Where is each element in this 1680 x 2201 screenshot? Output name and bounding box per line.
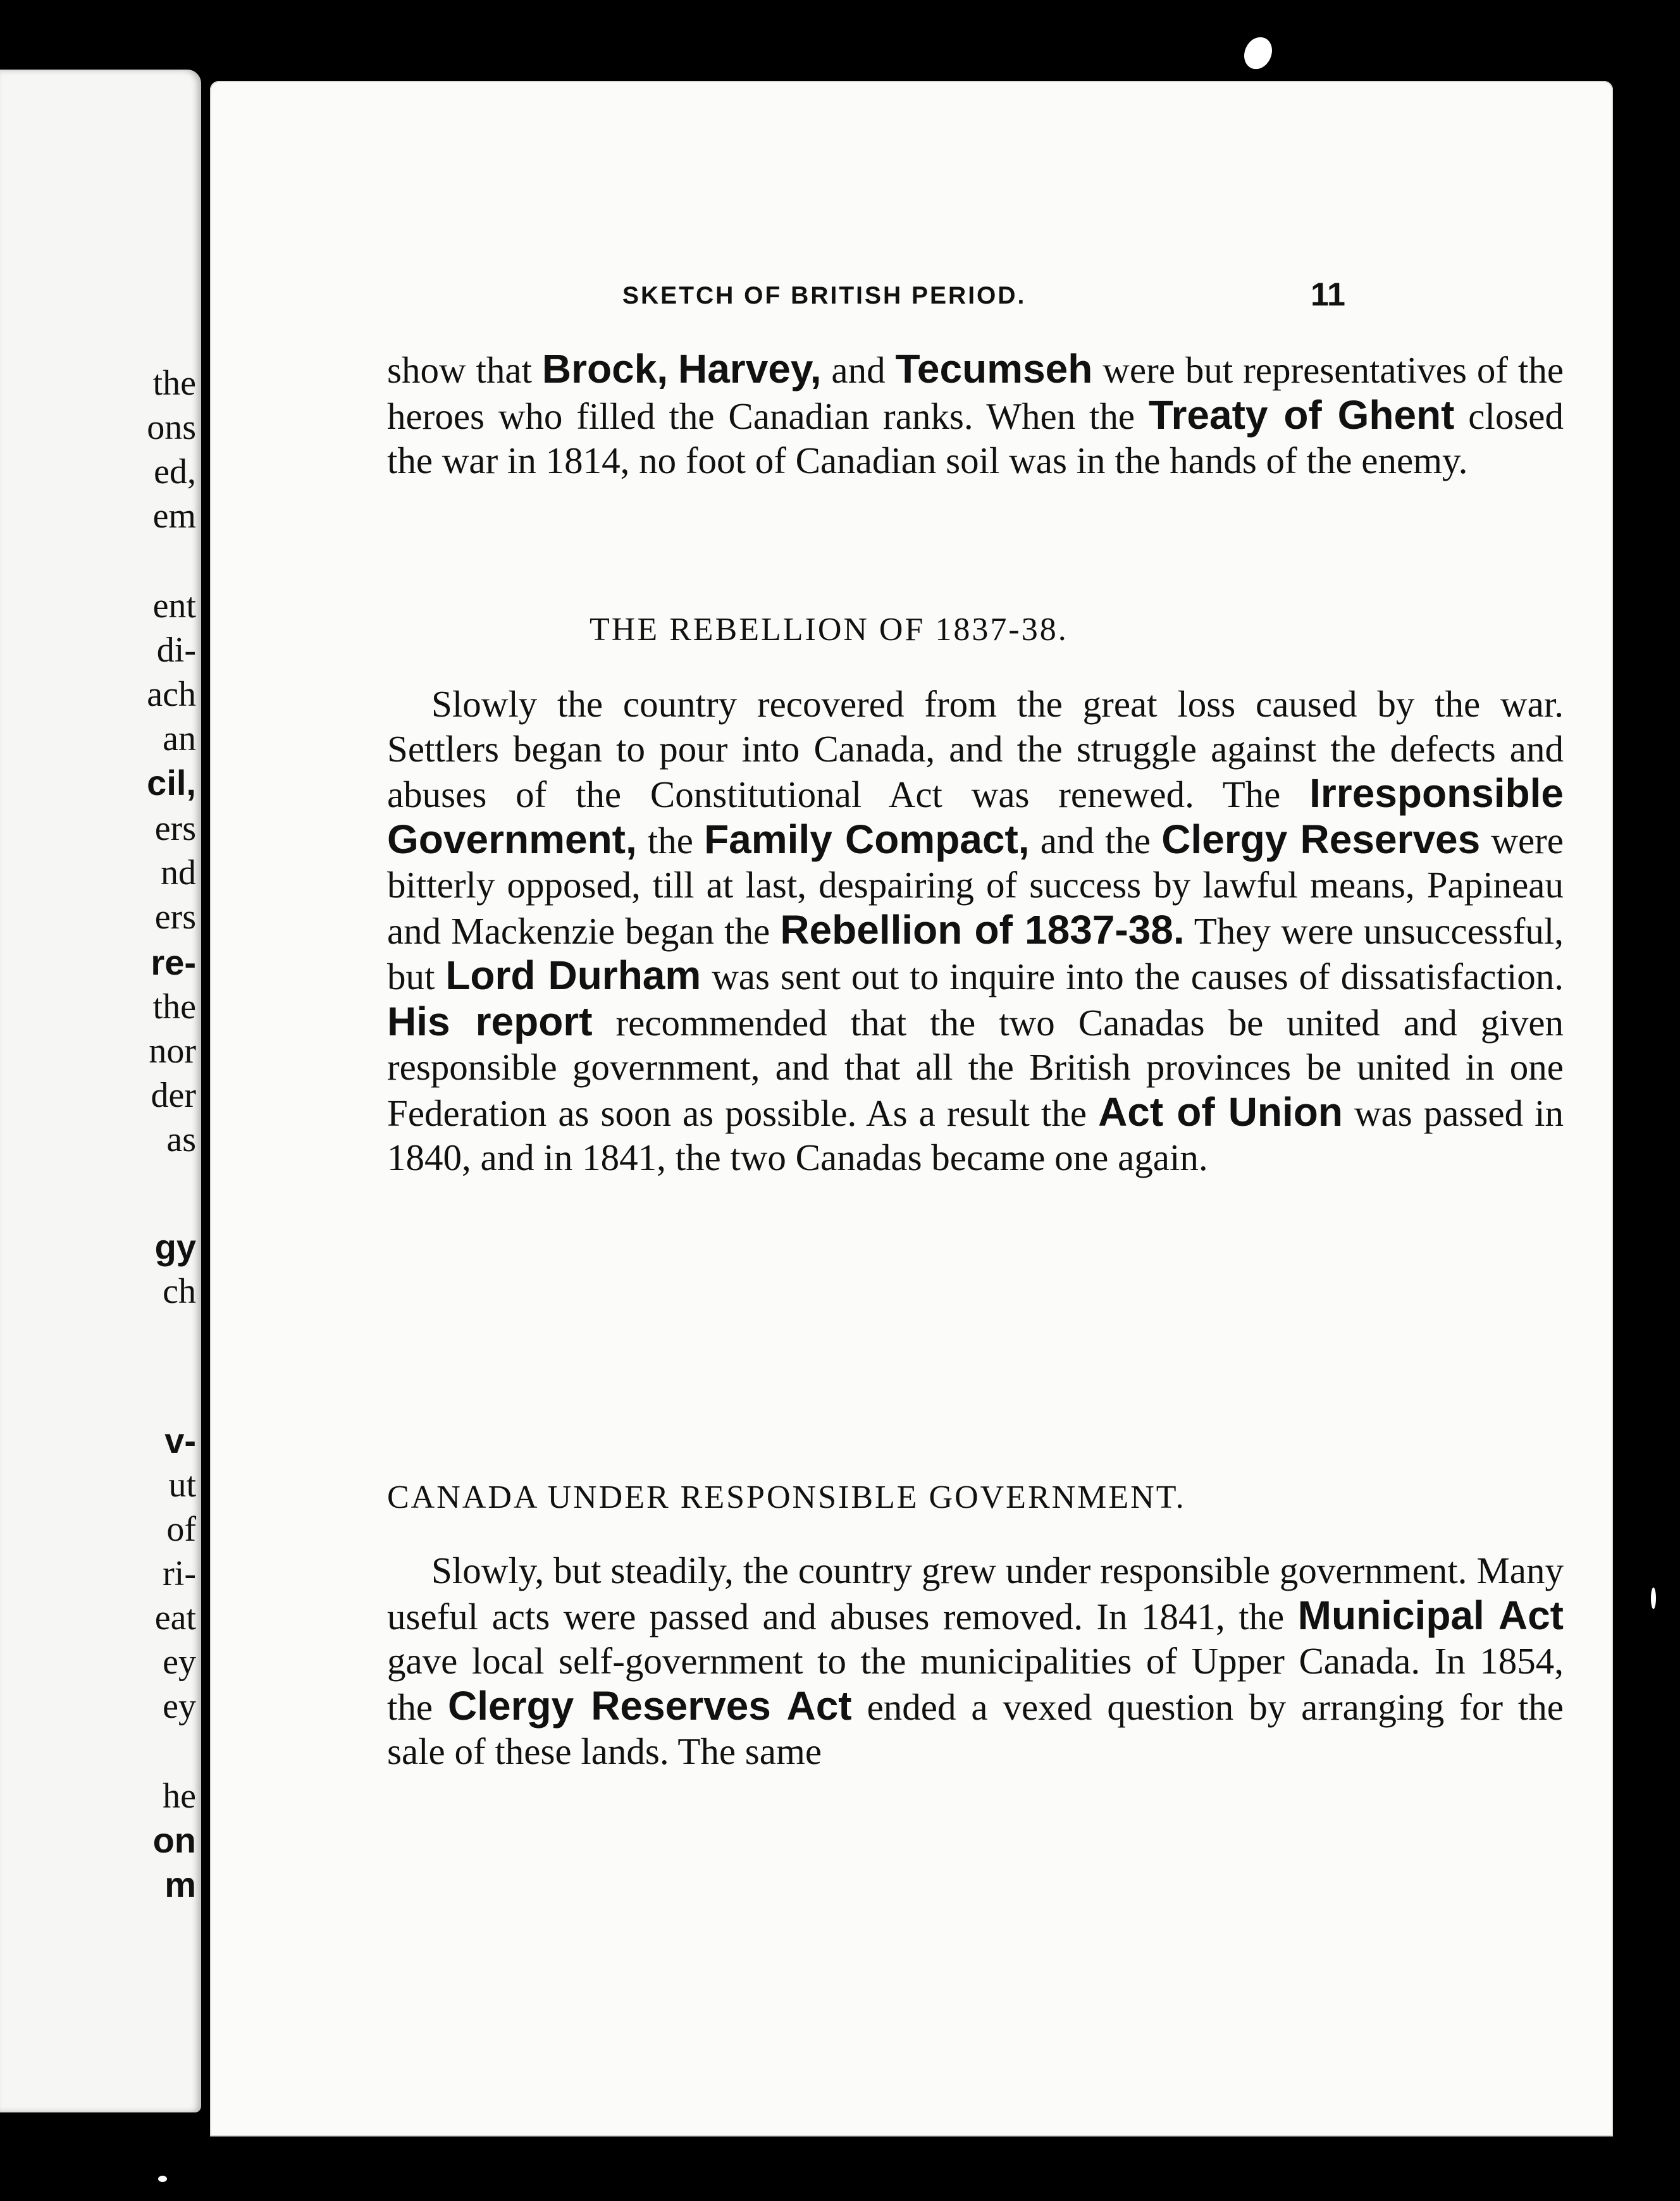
facing-page-fragment: ach — [147, 675, 196, 714]
scan-speck — [1651, 1588, 1656, 1609]
facing-page-fragment: ch — [163, 1272, 196, 1311]
bold-term-clergy-reserves: Clergy Reserves — [1161, 816, 1481, 862]
facing-page-fragment: of — [166, 1510, 196, 1549]
intro-section — [387, 347, 1564, 483]
text-run: gave local self-government to the municipalities of Upper Canada. In 1854, the — [387, 1640, 1564, 1728]
bold-term-rebellion-1837-38: Rebellion of 1837-38. — [780, 906, 1185, 953]
facing-page-fragment: ers — [154, 809, 196, 848]
text-run: Slowly, but steadily, the country grew under responsible government. Many useful acts were passed and abuses removed. In 1841, the — [387, 1550, 1564, 1637]
running-head — [210, 276, 1613, 314]
text-run: and — [821, 349, 896, 391]
bold-term-irresponsible-government: Irresponsible Government, — [387, 770, 1564, 862]
rebellion-body — [387, 682, 1564, 1180]
facing-page-fragment: gy — [154, 1227, 196, 1267]
facing-page-fragment: eat — [154, 1598, 196, 1637]
rebellion-paragraph — [387, 682, 1564, 1180]
facing-page-fragment: em — [152, 496, 196, 536]
running-title: SKETCH OF BRITISH PERIOD. — [622, 282, 1027, 309]
text-run: closed the war in 1814, no foot of Canadian soil was in the hands of the enemy. — [387, 395, 1564, 481]
facing-page-fragment: ers — [154, 897, 196, 937]
facing-page-fragment: the — [152, 364, 196, 403]
facing-page-fragment: ed, — [154, 452, 196, 491]
bold-term-clergy-reserves-act: Clergy Reserves Act — [448, 1682, 852, 1729]
scan-speck — [158, 2176, 167, 2182]
bold-term-municipal-act: Municipal Act — [1297, 1592, 1564, 1638]
bold-term-act-of-union: Act of Union — [1098, 1088, 1343, 1135]
text-run — [668, 349, 678, 391]
facing-page-fragment: der — [151, 1076, 196, 1115]
facing-page-fragment: re- — [151, 942, 196, 982]
bold-term-brock: Brock, — [541, 346, 669, 391]
bold-term-his-report: His report — [387, 998, 593, 1044]
facing-page-left — [0, 70, 201, 2112]
intro-paragraph — [387, 347, 1564, 483]
text-run: recommended that the two Canadas be united and given responsible government, and that all the British provinces be united in one Federation as soon as possible. As a result the — [387, 1001, 1564, 1134]
facing-page-fragment: ey — [163, 1687, 196, 1726]
text-run: ended a vexed question by arranging for the sale of these lands. The same — [387, 1686, 1564, 1772]
scan-speck — [1239, 33, 1277, 74]
responsible-government-section — [387, 1479, 1564, 1516]
bold-term-lord-durham: Lord Durham — [445, 953, 701, 998]
facing-page-fragment: ent — [152, 586, 196, 626]
book-page — [210, 81, 1613, 2136]
text-run: was sent out to inquire into the causes of dissatisfaction. — [701, 956, 1564, 997]
facing-page-fragment: v- — [164, 1421, 196, 1460]
text-run: was passed in 1840, and in 1841, the two Canadas became one again. — [387, 1092, 1564, 1178]
text-run: They were unsuccessful, but — [387, 909, 1564, 997]
facing-page-fragment: an — [163, 719, 196, 758]
facing-page-fragment: he — [163, 1777, 196, 1816]
responsible-government-paragraph — [387, 1548, 1564, 1774]
facing-page-fragment: ons — [147, 408, 196, 447]
facing-page-fragment: ey — [163, 1643, 196, 1682]
responsible-government-body — [387, 1548, 1564, 1774]
text-run: and the — [1029, 819, 1162, 861]
text-run: show that — [387, 349, 542, 391]
text-run: were bitterly opposed, till at last, despairing of success by lawful means, Papineau and Mackenzie began the — [387, 819, 1564, 952]
text-run: were but representatives of the heroes who filled the Canadian ranks. When the — [387, 349, 1564, 437]
facing-page-fragment: ri- — [163, 1554, 196, 1593]
facing-page-fragment: the — [152, 987, 196, 1027]
text-run: Slowly the country recovered from the great loss caused by the war. Settlers began to pour into Canada, and the struggle against the defects and abuses of the Constitutional Act was renewed. The — [387, 683, 1564, 815]
section-heading-responsible-government: CANADA UNDER RESPONSIBLE GOVERNMENT. — [387, 1479, 1186, 1515]
facing-page-fragment: m — [164, 1865, 196, 1904]
bold-term-tecumseh: Tecumseh — [895, 346, 1093, 391]
facing-page-fragment: as — [166, 1120, 196, 1159]
bold-term-family-compact: Family Compact, — [704, 816, 1030, 862]
bold-term-harvey: Harvey, — [677, 346, 822, 391]
facing-page-fragment: cil, — [147, 763, 196, 803]
facing-page-fragment: nor — [149, 1032, 196, 1071]
facing-page-fragment: on — [152, 1820, 196, 1860]
rebellion-section — [387, 611, 1564, 648]
text-run: the — [636, 819, 705, 861]
facing-page-fragment: nd — [161, 853, 196, 892]
bold-term-treaty-of-ghent: Treaty of Ghent — [1148, 391, 1455, 438]
section-heading-rebellion: THE REBELLION OF 1837-38. — [590, 612, 1068, 648]
facing-page-fragment: di- — [156, 631, 196, 670]
facing-page-fragment: ut — [168, 1465, 196, 1505]
page-number: 11 — [1311, 276, 1345, 313]
